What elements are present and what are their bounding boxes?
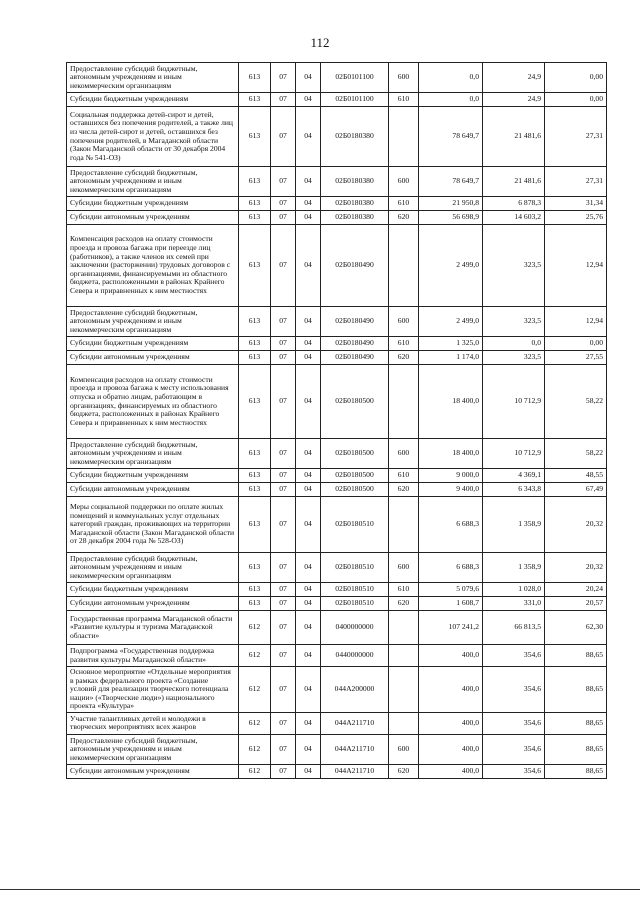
row-percent: 88,65 xyxy=(545,667,607,713)
row-name: Предоставление субсидий бюджетным, автономным учреждениям и иным некоммерческим организациям xyxy=(67,553,239,583)
row-name: Предоставление субсидий бюджетным, автономным учреждениям и иным некоммерческим организациям xyxy=(67,439,239,469)
row-actual-amount: 323,5 xyxy=(483,351,545,365)
row-target-code: 044A211710 xyxy=(321,764,389,778)
row-plan-amount: 1 174,0 xyxy=(419,351,483,365)
row-section-code: 07 xyxy=(271,712,296,734)
row-ministry-code: 613 xyxy=(239,337,271,351)
row-percent: 12,94 xyxy=(545,307,607,337)
row-expense-type-code: 600 xyxy=(389,439,419,469)
row-percent: 62,30 xyxy=(545,611,607,645)
row-subsection-code: 04 xyxy=(296,764,321,778)
row-subsection-code: 04 xyxy=(296,197,321,211)
row-actual-amount: 4 369,1 xyxy=(483,469,545,483)
table-row xyxy=(67,93,607,107)
row-percent: 67,49 xyxy=(545,483,607,497)
row-section-code: 07 xyxy=(271,197,296,211)
table-row xyxy=(67,365,607,439)
row-target-code: 02Б0180500 xyxy=(321,469,389,483)
row-subsection-code: 04 xyxy=(296,337,321,351)
row-plan-amount: 2 499,0 xyxy=(419,307,483,337)
row-expense-type-code: 620 xyxy=(389,764,419,778)
footer-rule xyxy=(0,889,640,890)
row-expense-type-code: 600 xyxy=(389,167,419,197)
row-subsection-code: 04 xyxy=(296,351,321,365)
row-percent: 31,34 xyxy=(545,197,607,211)
row-name: Подпрограмма «Государственная поддержка развития культуры Магаданской области» xyxy=(67,645,239,667)
row-section-code: 07 xyxy=(271,365,296,439)
row-plan-amount: 400,0 xyxy=(419,712,483,734)
row-plan-amount: 21 950,8 xyxy=(419,197,483,211)
row-ministry-code: 613 xyxy=(239,225,271,307)
table-row xyxy=(67,307,607,337)
row-name: Участие талантливых детей и молодежи в творческих мероприятиях всех жанров xyxy=(67,712,239,734)
row-expense-type-code: 610 xyxy=(389,93,419,107)
row-subsection-code: 04 xyxy=(296,597,321,611)
row-percent: 88,65 xyxy=(545,645,607,667)
row-target-code: 0440000000 xyxy=(321,645,389,667)
row-expense-type-code: 600 xyxy=(389,63,419,93)
row-subsection-code: 04 xyxy=(296,63,321,93)
row-actual-amount: 14 603,2 xyxy=(483,211,545,225)
row-percent: 20,57 xyxy=(545,597,607,611)
row-percent: 88,65 xyxy=(545,764,607,778)
table-row xyxy=(67,764,607,778)
row-ministry-code: 613 xyxy=(239,197,271,211)
row-plan-amount: 400,0 xyxy=(419,645,483,667)
row-plan-amount: 2 499,0 xyxy=(419,225,483,307)
row-subsection-code: 04 xyxy=(296,93,321,107)
row-ministry-code: 612 xyxy=(239,764,271,778)
row-actual-amount: 6 878,3 xyxy=(483,197,545,211)
row-target-code: 02Б0180490 xyxy=(321,337,389,351)
row-plan-amount: 78 649,7 xyxy=(419,107,483,167)
row-actual-amount: 323,5 xyxy=(483,307,545,337)
row-name: Субсидии бюджетным учреждениям xyxy=(67,93,239,107)
row-name: Компенсация расходов на оплату стоимости проезда и провоза багажа при переезде лиц (работников), а также членов их семей при заключении (расторжении) трудовых договоров с организациями, финансируемыми из областного бюджета, расположенными в районах Крайнего Севера и приравненных к ним местностях xyxy=(67,225,239,307)
row-subsection-code: 04 xyxy=(296,611,321,645)
row-percent: 20,32 xyxy=(545,497,607,553)
row-ministry-code: 613 xyxy=(239,307,271,337)
row-percent: 88,65 xyxy=(545,734,607,764)
row-expense-type-code: 600 xyxy=(389,307,419,337)
row-expense-type-code xyxy=(389,712,419,734)
row-plan-amount: 107 241,2 xyxy=(419,611,483,645)
row-expense-type-code xyxy=(389,645,419,667)
row-actual-amount: 24,9 xyxy=(483,63,545,93)
row-target-code: 02Б0180380 xyxy=(321,197,389,211)
row-plan-amount: 0,0 xyxy=(419,63,483,93)
row-ministry-code: 612 xyxy=(239,712,271,734)
row-section-code: 07 xyxy=(271,611,296,645)
row-actual-amount: 21 481,6 xyxy=(483,107,545,167)
page-number: 112 xyxy=(310,35,330,50)
row-expense-type-code: 610 xyxy=(389,583,419,597)
table-row xyxy=(67,211,607,225)
row-section-code: 07 xyxy=(271,597,296,611)
row-plan-amount: 18 400,0 xyxy=(419,365,483,439)
row-target-code: 02Б0180500 xyxy=(321,365,389,439)
row-ministry-code: 613 xyxy=(239,63,271,93)
row-expense-type-code: 620 xyxy=(389,351,419,365)
row-actual-amount: 354,6 xyxy=(483,645,545,667)
row-name: Меры социальной поддержки по оплате жилых помещений и коммунальных услуг отдельных категорий граждан, проживающих на территории Магаданской области (Закон Магаданской области от 28 декабря 2004 года № 528-ОЗ) xyxy=(67,497,239,553)
row-plan-amount: 400,0 xyxy=(419,667,483,713)
row-subsection-code: 04 xyxy=(296,712,321,734)
row-expense-type-code: 620 xyxy=(389,597,419,611)
row-percent: 27,31 xyxy=(545,107,607,167)
row-expense-type-code xyxy=(389,225,419,307)
row-section-code: 07 xyxy=(271,337,296,351)
row-subsection-code: 04 xyxy=(296,211,321,225)
row-subsection-code: 04 xyxy=(296,667,321,713)
row-target-code: 02Б0101100 xyxy=(321,63,389,93)
row-ministry-code: 613 xyxy=(239,351,271,365)
row-name: Предоставление субсидий бюджетным, автономным учреждениям и иным некоммерческим организациям xyxy=(67,63,239,93)
row-percent: 12,94 xyxy=(545,225,607,307)
row-section-code: 07 xyxy=(271,439,296,469)
row-expense-type-code xyxy=(389,107,419,167)
row-section-code: 07 xyxy=(271,351,296,365)
row-actual-amount: 354,6 xyxy=(483,712,545,734)
row-percent: 20,32 xyxy=(545,553,607,583)
row-name: Субсидии бюджетным учреждениям xyxy=(67,469,239,483)
row-target-code: 02Б0180510 xyxy=(321,553,389,583)
row-name: Основное мероприятие «Отдельные мероприятия в рамках федерального проекта «Создание условий для реализации творческого потенциала нации» («Творческие люди») национального проекта «Культура» xyxy=(67,667,239,713)
table-row xyxy=(67,553,607,583)
row-section-code: 07 xyxy=(271,211,296,225)
row-actual-amount: 1 358,9 xyxy=(483,497,545,553)
row-percent: 25,76 xyxy=(545,211,607,225)
row-plan-amount: 18 400,0 xyxy=(419,439,483,469)
row-subsection-code: 04 xyxy=(296,483,321,497)
row-section-code: 07 xyxy=(271,497,296,553)
row-actual-amount: 10 712,9 xyxy=(483,439,545,469)
row-target-code: 044A211710 xyxy=(321,712,389,734)
row-target-code: 02Б0180500 xyxy=(321,483,389,497)
row-target-code: 0400000000 xyxy=(321,611,389,645)
row-target-code: 044A211710 xyxy=(321,734,389,764)
row-expense-type-code: 610 xyxy=(389,337,419,351)
row-ministry-code: 613 xyxy=(239,211,271,225)
row-section-code: 07 xyxy=(271,483,296,497)
row-plan-amount: 6 688,3 xyxy=(419,497,483,553)
row-subsection-code: 04 xyxy=(296,497,321,553)
row-section-code: 07 xyxy=(271,667,296,713)
row-target-code: 02Б0180380 xyxy=(321,167,389,197)
row-percent: 0,00 xyxy=(545,93,607,107)
row-target-code: 02Б0180490 xyxy=(321,307,389,337)
row-target-code: 02Б0180510 xyxy=(321,583,389,597)
row-section-code: 07 xyxy=(271,734,296,764)
table-row xyxy=(67,167,607,197)
table-row xyxy=(67,597,607,611)
row-section-code: 07 xyxy=(271,167,296,197)
table-row xyxy=(67,225,607,307)
row-target-code: 02Б0180510 xyxy=(321,497,389,553)
row-percent: 48,55 xyxy=(545,469,607,483)
row-subsection-code: 04 xyxy=(296,225,321,307)
row-section-code: 07 xyxy=(271,469,296,483)
row-subsection-code: 04 xyxy=(296,365,321,439)
row-plan-amount: 1 608,7 xyxy=(419,597,483,611)
row-section-code: 07 xyxy=(271,225,296,307)
table-row xyxy=(67,469,607,483)
row-target-code: 02Б0101100 xyxy=(321,93,389,107)
row-actual-amount: 331,0 xyxy=(483,597,545,611)
row-target-code: 02Б0180490 xyxy=(321,225,389,307)
row-ministry-code: 613 xyxy=(239,597,271,611)
row-subsection-code: 04 xyxy=(296,553,321,583)
row-expense-type-code xyxy=(389,497,419,553)
row-ministry-code: 613 xyxy=(239,439,271,469)
row-actual-amount: 10 712,9 xyxy=(483,365,545,439)
row-name: Компенсация расходов на оплату стоимости проезда и провоза багажа к месту использования отпуска и обратно лицам, работающим в организациях, финансируемых из областного бюджета, расположенных в районах Крайнего Севера и приравненных к ним местностях xyxy=(67,365,239,439)
row-subsection-code: 04 xyxy=(296,439,321,469)
table-row xyxy=(67,712,607,734)
row-expense-type-code: 620 xyxy=(389,483,419,497)
row-plan-amount: 1 325,0 xyxy=(419,337,483,351)
row-target-code: 02Б0180510 xyxy=(321,597,389,611)
row-subsection-code: 04 xyxy=(296,469,321,483)
table-row xyxy=(67,107,607,167)
row-percent: 58,22 xyxy=(545,365,607,439)
row-name: Субсидии бюджетным учреждениям xyxy=(67,337,239,351)
row-section-code: 07 xyxy=(271,583,296,597)
row-percent: 0,00 xyxy=(545,337,607,351)
row-actual-amount: 354,6 xyxy=(483,734,545,764)
row-ministry-code: 613 xyxy=(239,469,271,483)
row-name: Социальная поддержка детей-сирот и детей, оставшихся без попечения родителей, а также лиц из числа детей-сирот и детей, оставшихся без попечения родителей, в Магаданской области (Закон Магаданской области от 30 декабря 2004 года № 541-ОЗ) xyxy=(67,107,239,167)
row-name: Субсидии автономным учреждениям xyxy=(67,351,239,365)
row-subsection-code: 04 xyxy=(296,645,321,667)
row-target-code: 044A200000 xyxy=(321,667,389,713)
row-name: Субсидии автономным учреждениям xyxy=(67,483,239,497)
row-plan-amount: 400,0 xyxy=(419,764,483,778)
row-actual-amount: 21 481,6 xyxy=(483,167,545,197)
row-target-code: 02Б0180490 xyxy=(321,351,389,365)
row-name: Субсидии бюджетным учреждениям xyxy=(67,197,239,211)
row-section-code: 07 xyxy=(271,93,296,107)
row-expense-type-code xyxy=(389,365,419,439)
row-expense-type-code: 600 xyxy=(389,553,419,583)
row-section-code: 07 xyxy=(271,63,296,93)
row-subsection-code: 04 xyxy=(296,734,321,764)
row-ministry-code: 613 xyxy=(239,497,271,553)
row-plan-amount: 78 649,7 xyxy=(419,167,483,197)
row-name: Субсидии бюджетным учреждениям xyxy=(67,583,239,597)
row-plan-amount: 0,0 xyxy=(419,93,483,107)
row-ministry-code: 613 xyxy=(239,107,271,167)
row-actual-amount: 24,9 xyxy=(483,93,545,107)
row-plan-amount: 9 000,0 xyxy=(419,469,483,483)
table-row xyxy=(67,483,607,497)
row-expense-type-code xyxy=(389,611,419,645)
row-actual-amount: 6 343,8 xyxy=(483,483,545,497)
row-name: Предоставление субсидий бюджетным, автономным учреждениям и иным некоммерческим организациям xyxy=(67,307,239,337)
row-ministry-code: 613 xyxy=(239,365,271,439)
row-expense-type-code xyxy=(389,667,419,713)
row-subsection-code: 04 xyxy=(296,167,321,197)
row-name: Субсидии автономным учреждениям xyxy=(67,764,239,778)
row-percent: 27,55 xyxy=(545,351,607,365)
row-section-code: 07 xyxy=(271,107,296,167)
table-row xyxy=(67,337,607,351)
row-section-code: 07 xyxy=(271,553,296,583)
row-expense-type-code: 600 xyxy=(389,734,419,764)
row-plan-amount: 9 400,0 xyxy=(419,483,483,497)
row-name: Государственная программа Магаданской области «Развитие культуры и туризма Магаданской области» xyxy=(67,611,239,645)
row-section-code: 07 xyxy=(271,645,296,667)
row-percent: 0,00 xyxy=(545,63,607,93)
row-ministry-code: 613 xyxy=(239,167,271,197)
row-percent: 58,22 xyxy=(545,439,607,469)
row-ministry-code: 613 xyxy=(239,553,271,583)
row-target-code: 02Б0180380 xyxy=(321,211,389,225)
row-plan-amount: 5 079,6 xyxy=(419,583,483,597)
row-expense-type-code: 610 xyxy=(389,469,419,483)
table-row xyxy=(67,611,607,645)
budget-table xyxy=(66,62,607,779)
row-percent: 88,65 xyxy=(545,712,607,734)
row-ministry-code: 612 xyxy=(239,734,271,764)
row-actual-amount: 0,0 xyxy=(483,337,545,351)
row-actual-amount: 354,6 xyxy=(483,764,545,778)
table-row xyxy=(67,734,607,764)
row-actual-amount: 66 813,5 xyxy=(483,611,545,645)
row-percent: 20,24 xyxy=(545,583,607,597)
row-target-code: 02Б0180500 xyxy=(321,439,389,469)
row-subsection-code: 04 xyxy=(296,583,321,597)
row-plan-amount: 6 688,3 xyxy=(419,553,483,583)
row-actual-amount: 1 358,9 xyxy=(483,553,545,583)
table-row xyxy=(67,351,607,365)
row-name: Субсидии автономным учреждениям xyxy=(67,597,239,611)
row-actual-amount: 354,6 xyxy=(483,667,545,713)
row-section-code: 07 xyxy=(271,764,296,778)
table-row xyxy=(67,645,607,667)
row-ministry-code: 612 xyxy=(239,667,271,713)
row-actual-amount: 1 028,0 xyxy=(483,583,545,597)
table-row xyxy=(67,667,607,713)
table-body xyxy=(67,63,607,779)
row-name: Предоставление субсидий бюджетным, автономным учреждениям и иным некоммерческим организациям xyxy=(67,167,239,197)
row-ministry-code: 612 xyxy=(239,645,271,667)
row-subsection-code: 04 xyxy=(296,307,321,337)
row-ministry-code: 612 xyxy=(239,611,271,645)
row-expense-type-code: 610 xyxy=(389,197,419,211)
row-name: Субсидии автономным учреждениям xyxy=(67,211,239,225)
row-ministry-code: 613 xyxy=(239,93,271,107)
row-ministry-code: 613 xyxy=(239,583,271,597)
row-ministry-code: 613 xyxy=(239,483,271,497)
table-row xyxy=(67,63,607,93)
row-plan-amount: 56 698,9 xyxy=(419,211,483,225)
table-row xyxy=(67,439,607,469)
row-name: Предоставление субсидий бюджетным, автономным учреждениям и иным некоммерческим организациям xyxy=(67,734,239,764)
row-plan-amount: 400,0 xyxy=(419,734,483,764)
row-section-code: 07 xyxy=(271,307,296,337)
table-row xyxy=(67,197,607,211)
row-percent: 27,31 xyxy=(545,167,607,197)
row-expense-type-code: 620 xyxy=(389,211,419,225)
row-actual-amount: 323,5 xyxy=(483,225,545,307)
row-target-code: 02Б0180380 xyxy=(321,107,389,167)
table-row xyxy=(67,583,607,597)
row-subsection-code: 04 xyxy=(296,107,321,167)
table-row xyxy=(67,497,607,553)
